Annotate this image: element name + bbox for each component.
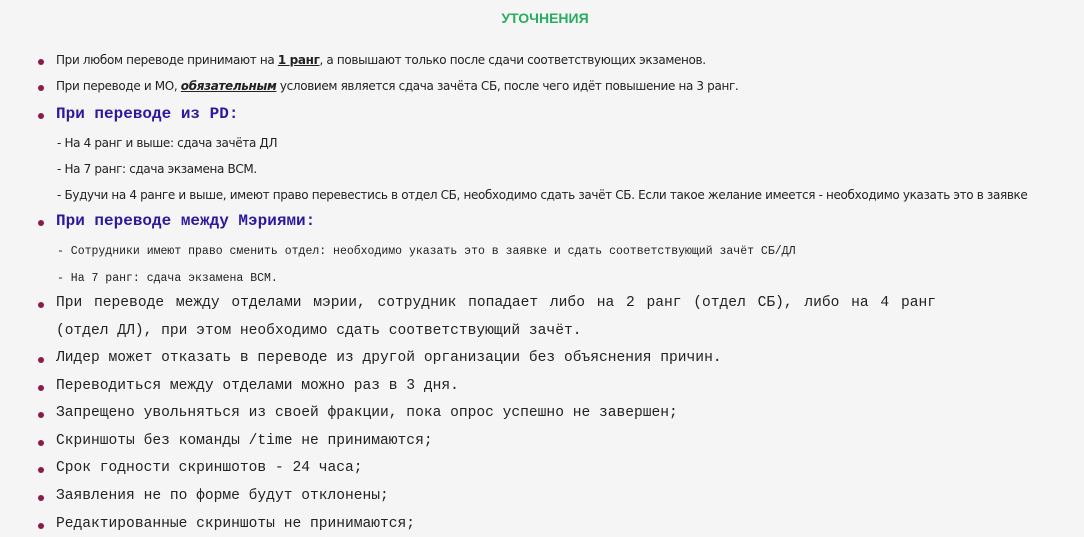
list-item-text: При переводе между отделами мэрии, сотрудник попадает либо на 2 ранг (отдел СБ), либо на 4 ранг: [56, 295, 936, 311]
bullet-icon: [38, 523, 44, 529]
text-segment: , а повышают только после сдачи соответствующих экзаменов.: [319, 53, 706, 67]
bullet-icon: [38, 440, 44, 446]
text-segment: условием является сдача зачёта СБ, после чего идёт повышение на 3 ранг.: [276, 79, 739, 93]
sub-item-text: - Будучи на 4 ранге и выше, имеют право перевестись в отдел СБ, необходимо сдать зачёт СБ. Если такое желание имеется - необходимо указать это в заявке: [57, 188, 1028, 202]
bullet-icon: [38, 412, 44, 418]
emphasis-text: обязательным: [180, 79, 277, 93]
list-item-text: Запрещено увольняться из своей фракции, пока опрос успешно не завершен;: [56, 405, 678, 421]
list-item-text: Редактированные скриншоты не принимаются;: [56, 516, 416, 532]
sub-item-text: - На 4 ранг и выше: сдача зачёта ДЛ: [57, 136, 278, 150]
sub-item-text: - На 7 ранг: сдача экзамена ВСМ.: [57, 162, 257, 176]
list-item-text: Лидер может отказать в переводе из другой организации без объяснения причин.: [56, 350, 722, 366]
bullet-icon: [38, 220, 44, 226]
section-heading-text: При переводе между Мэриями:: [56, 212, 316, 230]
bullet-icon: [38, 467, 44, 473]
list-item-text: Срок годности скриншотов - 24 часа;: [56, 460, 363, 476]
list-item-text: Скриншоты без команды /time не принимаются;: [56, 433, 433, 449]
sub-item-text: - Сотрудники имеют право сменить отдел: необходимо указать это в заявке и сдать соответствующий зачёт СБ/ДЛ: [57, 245, 796, 258]
bullet-icon: [38, 85, 44, 91]
list-item-text: [56, 79, 738, 93]
bullet-icon: [38, 302, 44, 308]
text-segment: При любом переводе принимают на: [56, 53, 278, 67]
bullet-icon: [38, 59, 44, 65]
list-item-text: Переводиться между отделами можно раз в 3 дня.: [56, 378, 459, 394]
list-item-text: Заявления не по форме будут отклонены;: [56, 488, 389, 504]
bullet-icon: [38, 495, 44, 501]
emphasis-text: 1 ранг: [277, 53, 320, 67]
section-heading-text: При переводе из PD:: [56, 105, 239, 123]
bullet-icon: [38, 385, 44, 391]
page-title: УТОЧНЕНИЯ: [501, 10, 589, 26]
bullet-icon: [38, 357, 44, 363]
text-segment: При переводе и МО,: [56, 79, 181, 93]
bullet-icon: [38, 113, 44, 119]
sub-item-text: - На 7 ранг: сдача экзамена ВСМ.: [57, 272, 278, 285]
list-item-text: (отдел ДЛ), при этом необходимо сдать соответствующий зачёт.: [56, 323, 582, 339]
list-item-text: [56, 53, 706, 67]
